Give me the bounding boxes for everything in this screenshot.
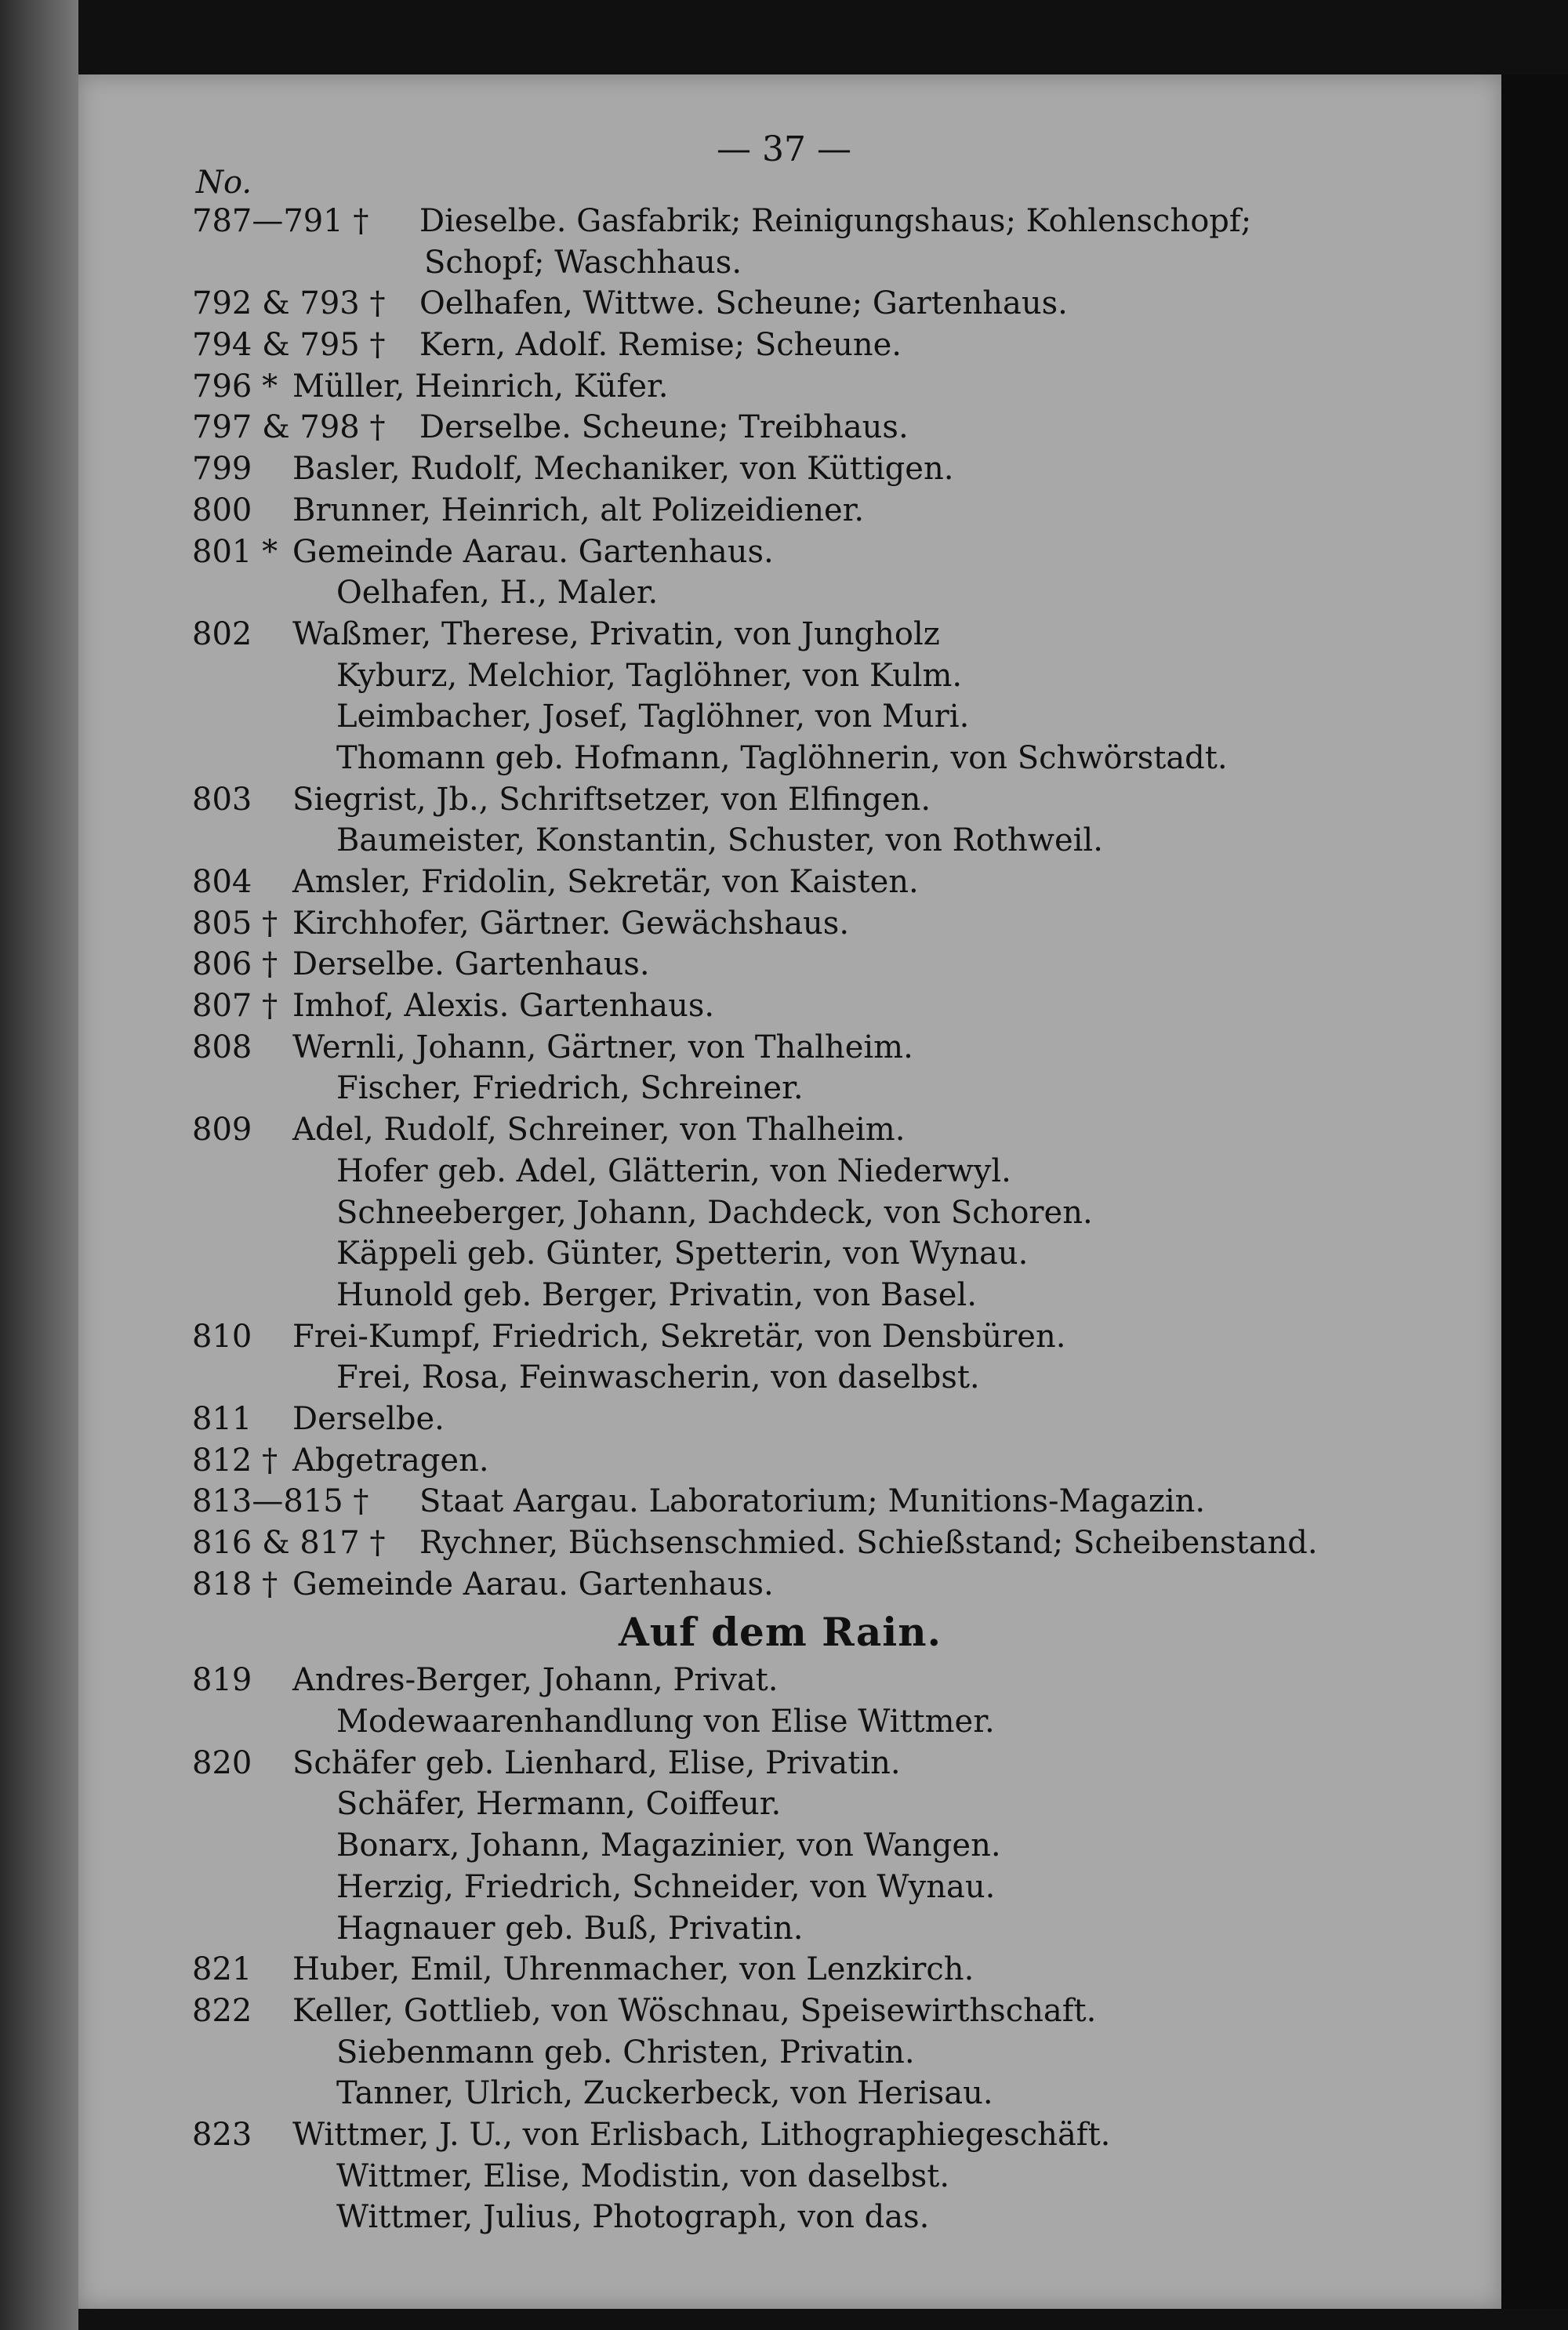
house-number: 808	[192, 1029, 252, 1065]
entry-text: Derselbe. Scheune; Treibhaus.	[419, 409, 909, 446]
directory-entry	[192, 985, 1415, 1027]
directory-entry	[192, 1192, 1415, 1234]
page-number: — 37 —	[717, 129, 851, 169]
entry-text: Siegrist, Jb., Schriftsetzer, von Elfingen.	[292, 781, 931, 818]
directory-entry	[192, 1825, 1415, 1867]
house-number: 812 †	[192, 1442, 278, 1479]
entry-text: Schneeberger, Johann, Dachdeck, von Schoren.	[336, 1194, 1093, 1231]
directory-entry	[192, 1949, 1415, 1991]
directory-entry	[192, 2114, 1415, 2156]
entry-text: Keller, Gottlieb, von Wöschnau, Speisewirthschaft.	[292, 1992, 1097, 2029]
directory-entry	[192, 532, 1415, 573]
entry-text: Oelhafen, H., Maler.	[336, 575, 659, 612]
entry-text: Kirchhofer, Gärtner. Gewächshaus.	[292, 905, 850, 942]
entry-text: Derselbe.	[292, 1400, 445, 1437]
directory-entry	[192, 2073, 1415, 2114]
entry-text: Wittmer, Elise, Modistin, von daselbst.	[336, 2158, 950, 2194]
entry-text: Derselbe. Gartenhaus.	[292, 946, 650, 983]
house-number: 797 & 798 †	[192, 409, 386, 446]
entry-text: Hofer geb. Adel, Glätterin, von Niederwyl.	[336, 1152, 1011, 1189]
entry-text: Gemeinde Aarau. Gartenhaus.	[292, 533, 774, 570]
entry-text: Amsler, Fridolin, Sekretär, von Kaisten.	[292, 864, 919, 900]
house-number: 819	[192, 1662, 252, 1699]
directory-entry	[192, 1522, 1415, 1564]
entry-text: Andres-Berger, Johann, Privat.	[292, 1662, 779, 1699]
entry-text: Schäfer, Hermann, Coiffeur.	[336, 1786, 782, 1823]
entry-text: Wernli, Johann, Gärtner, von Thalheim.	[292, 1029, 913, 1065]
house-number: 800	[192, 492, 252, 528]
entry-text: Adel, Rudolf, Schreiner, von Thalheim.	[292, 1112, 906, 1149]
house-number: 799	[192, 451, 252, 488]
directory-entry	[192, 407, 1415, 448]
entry-text: Hagnauer geb. Buß, Privatin.	[336, 1910, 804, 1947]
entry-text: Modewaarenhandlung von Elise Wittmer.	[336, 1704, 995, 1740]
house-number: 806 †	[192, 946, 278, 983]
entry-text: Oelhafen, Wittwe. Scheune; Gartenhaus.	[419, 285, 1068, 322]
entry-text: Imhof, Alexis. Gartenhaus.	[292, 988, 715, 1025]
entry-text: Kern, Adolf. Remise; Scheune.	[419, 327, 902, 364]
directory-entry	[192, 201, 1415, 242]
directory-entry	[192, 1233, 1415, 1275]
directory-entry	[192, 696, 1415, 738]
directory-entry	[192, 820, 1415, 862]
directory-entry	[192, 490, 1415, 532]
book-gutter	[0, 0, 78, 2330]
entry-text: Fischer, Friedrich, Schreiner.	[336, 1070, 804, 1107]
entry-text: Wittmer, Julius, Photograph, von das.	[336, 2199, 930, 2236]
directory-entry	[192, 1908, 1415, 1950]
directory-entry	[192, 1867, 1415, 1908]
directory-entry	[192, 1991, 1415, 2032]
house-number: 811	[192, 1400, 252, 1437]
directory-entry	[192, 366, 1415, 408]
entry-text: Schäfer geb. Lienhard, Elise, Privatin.	[292, 1744, 901, 1781]
entry-text: Baumeister, Konstantin, Schuster, von Rothweil.	[336, 822, 1103, 859]
directory-entry	[192, 1357, 1415, 1399]
directory-entry	[192, 448, 1415, 490]
entry-text: Rychner, Büchsenschmied. Schießstand; Scheibenstand.	[419, 1525, 1318, 1561]
entry-text: Käppeli geb. Günter, Spetterin, von Wynau.	[336, 1236, 1029, 1272]
house-number: 821	[192, 1951, 252, 1988]
directory-entry	[192, 1275, 1415, 1316]
entry-text: Herzig, Friedrich, Schneider, von Wynau.	[336, 1868, 996, 1905]
directory-entry	[192, 2032, 1415, 2074]
house-number: 787—791 †	[192, 203, 369, 239]
entry-text: Frei, Rosa, Feinwascherin, von daselbst.	[336, 1359, 980, 1396]
directory-entry	[192, 1701, 1415, 1743]
entry-text: Basler, Rudolf, Mechaniker, von Küttigen.	[292, 451, 954, 488]
entry-text: Frei-Kumpf, Friedrich, Sekretär, von Densbüren.	[292, 1318, 1066, 1355]
house-number: 804	[192, 864, 252, 900]
directory-entry	[192, 614, 1415, 655]
entry-text: Brunner, Heinrich, alt Polizeidiener.	[292, 492, 865, 528]
entry-text: Staat Aargau. Laboratorium; Munitions-Magazin.	[419, 1483, 1206, 1520]
directory-entry	[192, 1399, 1415, 1440]
directory-entry	[192, 1027, 1415, 1069]
house-number: 802	[192, 615, 252, 652]
entry-text: Abgetragen.	[292, 1442, 489, 1479]
address-directory-list	[192, 201, 1415, 2238]
directory-entry	[192, 738, 1415, 779]
entry-text: Bonarx, Johann, Magazinier, von Wangen.	[336, 1827, 1001, 1864]
directory-entry	[192, 1316, 1415, 1358]
entry-text: Dieselbe. Gasfabrik; Reinigungshaus; Kohlenschopf;	[419, 203, 1252, 239]
entry-text: Waßmer, Therese, Privatin, von Jungholz	[292, 615, 940, 652]
directory-entry	[192, 1068, 1415, 1109]
house-number: 801 *	[192, 533, 278, 570]
house-number: 807 †	[192, 988, 278, 1025]
directory-entry	[192, 1743, 1415, 1784]
entry-text: Hunold geb. Berger, Privatin, von Basel.	[336, 1276, 977, 1313]
directory-entry	[192, 1564, 1415, 1606]
entries-block-rain	[192, 1660, 1415, 2238]
section-heading: Auf dem Rain.	[619, 1609, 942, 1656]
number-column-header: No.	[196, 165, 252, 201]
house-number: 794 & 795 †	[192, 327, 386, 364]
directory-entry	[192, 1660, 1415, 1701]
directory-entry	[192, 1784, 1415, 1825]
directory-entry	[192, 1109, 1415, 1151]
entry-text: Huber, Emil, Uhrenmacher, von Lenzkirch.	[292, 1951, 975, 1988]
entry-text: Kyburz, Melchior, Taglöhner, von Kulm.	[336, 657, 963, 694]
house-number: 796 *	[192, 368, 278, 405]
house-number: 792 & 793 †	[192, 285, 386, 322]
directory-entry	[192, 862, 1415, 903]
directory-entry	[192, 283, 1415, 325]
house-number: 809	[192, 1112, 252, 1149]
entry-text: Gemeinde Aarau. Gartenhaus.	[292, 1566, 774, 1602]
house-number: 803	[192, 781, 252, 818]
entry-text: Schopf; Waschhaus.	[424, 244, 742, 281]
house-number: 810	[192, 1318, 252, 1355]
entry-text: Leimbacher, Josef, Taglöhner, von Muri.	[336, 699, 970, 735]
directory-entry	[192, 903, 1415, 945]
entries-block-main	[192, 201, 1415, 1605]
dark-border	[1501, 74, 1568, 2309]
directory-entry	[192, 572, 1415, 614]
directory-entry	[192, 1440, 1415, 1482]
entry-text: Siebenmann geb. Christen, Privatin.	[336, 2034, 915, 2071]
directory-entry	[192, 2156, 1415, 2198]
directory-entry	[192, 655, 1415, 697]
entry-text: Wittmer, J. U., von Erlisbach, Lithographiegeschäft.	[292, 2116, 1111, 2153]
directory-entry	[192, 779, 1415, 821]
directory-entry	[192, 2197, 1415, 2238]
house-number: 820	[192, 1744, 252, 1781]
directory-entry	[192, 944, 1415, 985]
entry-text: Thomann geb. Hofmann, Taglöhnerin, von Schwörstadt.	[336, 739, 1228, 776]
directory-entry	[192, 1481, 1415, 1522]
house-number: 823	[192, 2116, 252, 2153]
house-number: 813—815 †	[192, 1483, 369, 1520]
house-number: 816 & 817 †	[192, 1525, 386, 1561]
house-number: 818 †	[192, 1566, 278, 1602]
entry-text: Müller, Heinrich, Küfer.	[292, 368, 669, 405]
house-number: 805 †	[192, 905, 278, 942]
directory-entry	[192, 1151, 1415, 1192]
directory-entry	[192, 242, 1415, 284]
directory-entry	[192, 325, 1415, 366]
entry-text: Tanner, Ulrich, Zuckerbeck, von Herisau.	[336, 2075, 993, 2112]
house-number: 822	[192, 1992, 252, 2029]
